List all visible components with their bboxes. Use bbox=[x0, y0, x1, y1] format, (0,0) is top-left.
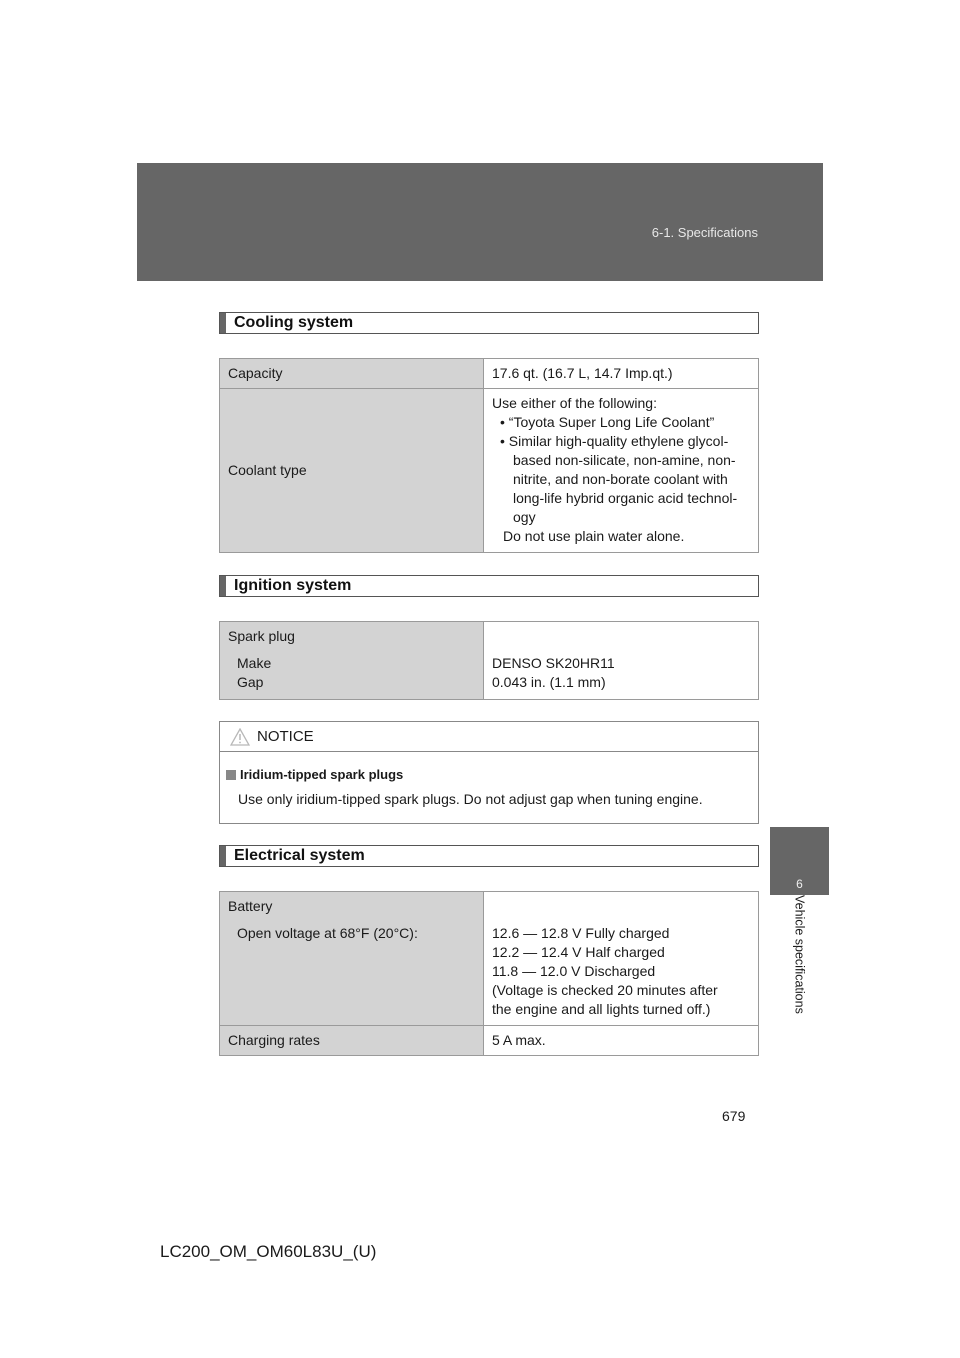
table-row bbox=[220, 892, 759, 1026]
electrical-section-title bbox=[219, 845, 759, 867]
cooling-section-title bbox=[219, 312, 759, 334]
coolant-line: Do not use plain water alone. bbox=[503, 528, 685, 544]
coolant-line: based non-silicate, non-amine, non- bbox=[513, 452, 736, 468]
ignition-title-text: Ignition system bbox=[234, 577, 352, 594]
cooling-table bbox=[219, 358, 759, 553]
coolant-line: Use either of the following: bbox=[492, 395, 657, 411]
capacity-label: Capacity bbox=[220, 359, 484, 389]
coolant-value bbox=[484, 389, 759, 553]
electrical-table bbox=[219, 891, 759, 1056]
spark-plug-values bbox=[484, 622, 759, 700]
chapter-number: 6 bbox=[796, 877, 803, 891]
electrical-title-text: Electrical system bbox=[234, 847, 365, 864]
voltage-line: 12.6 — 12.8 V Fully charged bbox=[492, 925, 670, 941]
spark-plug-label: Spark plug bbox=[228, 628, 295, 644]
warning-icon bbox=[230, 728, 250, 746]
charging-label: Charging rates bbox=[220, 1026, 484, 1056]
coolant-line: nitrite, and non-borate coolant with bbox=[513, 471, 728, 487]
coolant-line: long-life hybrid organic acid technol- bbox=[513, 490, 738, 506]
bullet-square-icon bbox=[226, 770, 236, 780]
voltage-line: 11.8 — 12.0 V Discharged bbox=[492, 963, 656, 979]
title-bar bbox=[220, 846, 226, 866]
battery-label: Battery bbox=[228, 898, 273, 914]
coolant-line: • “Toyota Super Long Life Coolant” bbox=[500, 414, 715, 430]
document-code: LC200_OM_OM60L83U_(U) bbox=[160, 1242, 377, 1261]
title-bar bbox=[220, 576, 226, 596]
ignition-section-title bbox=[219, 575, 759, 597]
battery-cell bbox=[220, 892, 484, 1026]
notice-subheading-text: Iridium-tipped spark plugs bbox=[240, 767, 404, 782]
capacity-value: 17.6 qt. (16.7 L, 14.7 Imp.qt.) bbox=[484, 359, 759, 389]
gap-label: Gap bbox=[237, 674, 264, 690]
table-row bbox=[220, 622, 759, 700]
make-value: DENSO SK20HR11 bbox=[492, 655, 615, 671]
gap-value: 0.043 in. (1.1 mm) bbox=[492, 674, 606, 690]
notice-body: Use only iridium-tipped spark plugs. Do not adjust gap when tuning engine. bbox=[238, 791, 703, 807]
voltage-label: Open voltage at 68°F (20°C): bbox=[237, 925, 418, 941]
notice-box bbox=[219, 721, 759, 824]
spark-plug-cell bbox=[220, 622, 484, 700]
voltage-line: 12.2 — 12.4 V Half charged bbox=[492, 944, 665, 960]
coolant-line: ogy bbox=[513, 509, 536, 525]
ignition-table bbox=[219, 621, 759, 700]
header-band bbox=[137, 163, 823, 281]
chapter-tab[interactable] bbox=[770, 827, 829, 895]
notice-subheading bbox=[226, 767, 758, 782]
notice-heading: NOTICE bbox=[257, 728, 314, 745]
voltage-line: the engine and all lights turned off.) bbox=[492, 1001, 711, 1017]
voltage-line: (Voltage is checked 20 minutes after bbox=[492, 982, 718, 998]
table-row bbox=[220, 359, 759, 389]
page-number: 679 bbox=[722, 1108, 746, 1124]
title-bar bbox=[220, 313, 226, 333]
coolant-line: • Similar high-quality ethylene glycol- bbox=[500, 433, 729, 449]
make-label: Make bbox=[237, 655, 272, 671]
coolant-label: Coolant type bbox=[220, 389, 484, 553]
chapter-title: Vehicle specifications bbox=[792, 895, 807, 1014]
cooling-title-text: Cooling system bbox=[234, 314, 354, 331]
notice-header bbox=[220, 722, 758, 752]
section-label: 6-1. Specifications bbox=[651, 225, 758, 240]
battery-values bbox=[484, 892, 759, 1026]
table-row bbox=[220, 389, 759, 553]
charging-value: 5 A max. bbox=[484, 1026, 759, 1056]
table-row bbox=[220, 1026, 759, 1056]
chapter-title-vertical bbox=[770, 895, 829, 1065]
